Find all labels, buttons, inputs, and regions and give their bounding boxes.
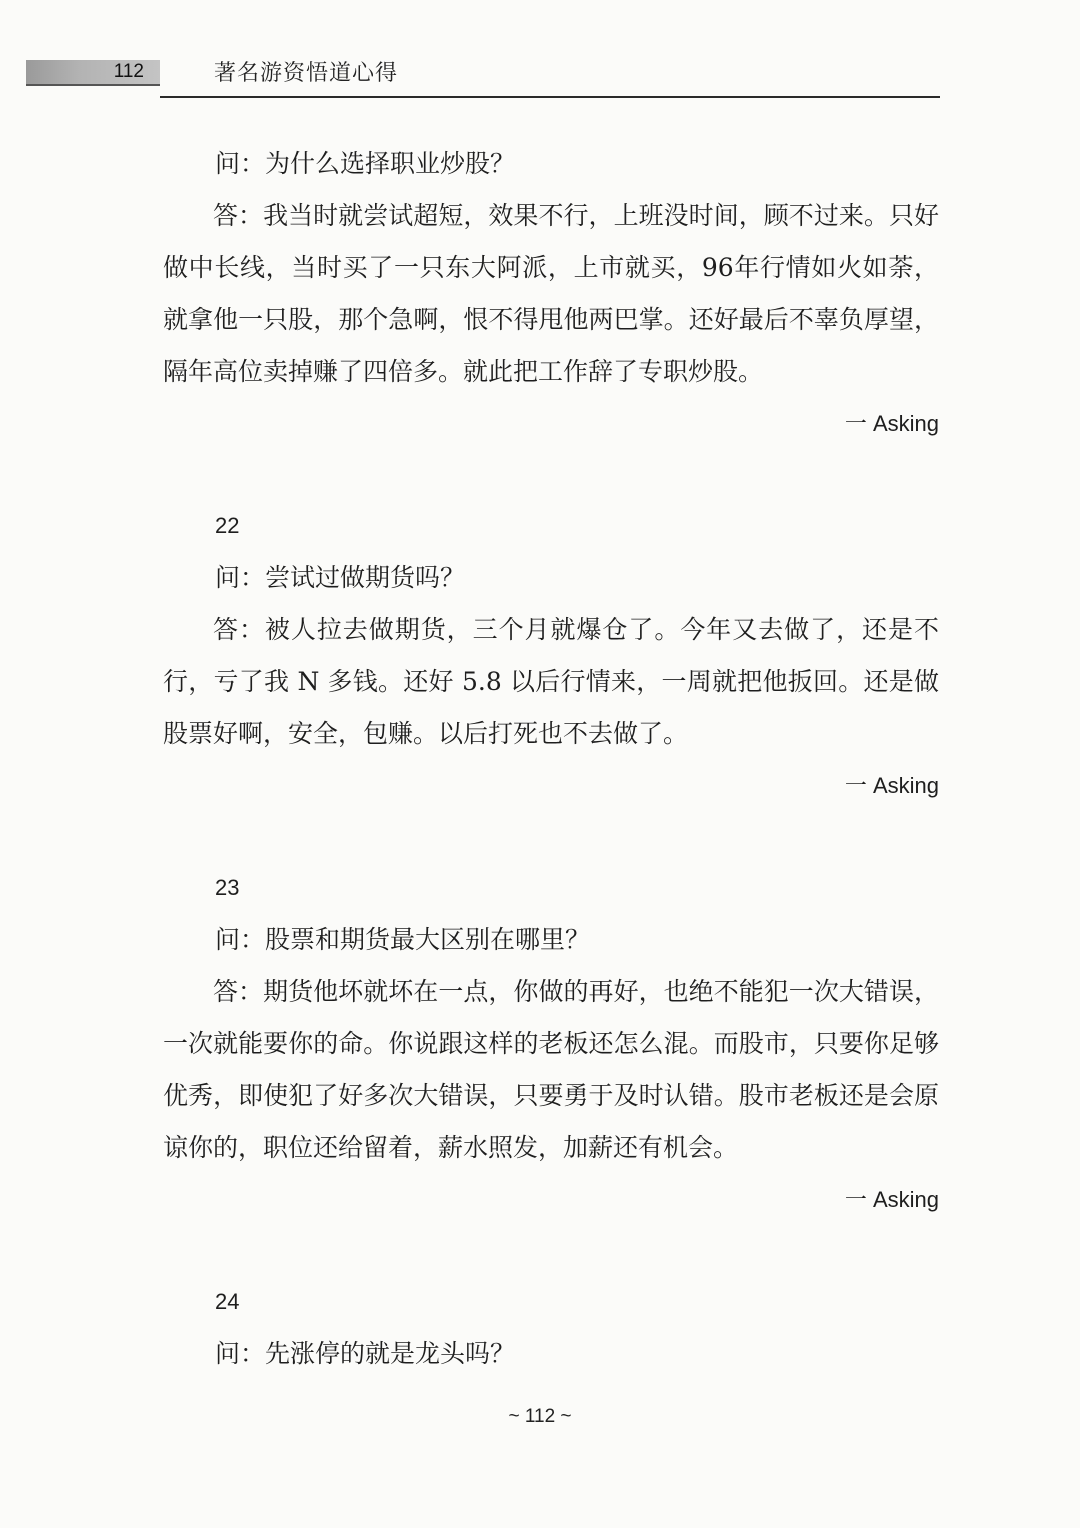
question: 问：股票和期货最大区别在哪里？ xyxy=(215,925,591,954)
book-title: 著名游资悟道心得 xyxy=(214,61,399,86)
page-body xyxy=(163,138,939,1380)
signature: 一 Asking xyxy=(844,773,939,798)
page-footer: ~ 112 ~ xyxy=(508,1406,572,1427)
answer: 答：期货他坏就坏在一点，你做的再好，也绝不能犯一次大错误，一次就能要你的命。你说跟这样的老板还怎么混。而股市，只要你足够优秀，即使犯了好多次大错误，只要勇于及时认错。股市老板还是会原谅你的，职位还给留着，薪水照发，加薪还有机会。 xyxy=(163,977,939,1162)
page-number-tab xyxy=(26,60,160,86)
answer: 答：我当时就尝试超短，效果不行，上班没时间，顾不过来。只好做中长线，当时买了一只东大阿派，上市就买，96年行情如火如荼，就拿他一只股，那个急啊，恨不得甩他两巴掌。还好最后不辜负厚望，隔年高位卖掉赚了四倍多。就此把工作辞了专职炒股。 xyxy=(163,201,939,386)
question: 问：尝试过做期货吗？ xyxy=(215,563,466,592)
entry-number: 24 xyxy=(215,1289,240,1314)
answer: 答：被人拉去做期货，三个月就爆仓了。今年又去做了，还是不行，亏了我 N 多钱。还好 5.8 以后行情来，一周就把他扳回。还是做股票好啊，安全，包赚。以后打死也不去做了。 xyxy=(163,615,939,748)
question: 问：为什么选择职业炒股？ xyxy=(215,149,516,178)
qa-entry xyxy=(163,1276,939,1380)
entry-number: 22 xyxy=(215,513,240,538)
header-rule xyxy=(160,96,940,98)
entry-number: 23 xyxy=(215,875,240,900)
question: 问：先涨停的就是龙头吗？ xyxy=(215,1339,516,1368)
entry-gap xyxy=(163,1226,939,1276)
page-number: 112 xyxy=(113,61,144,82)
signature: 一 Asking xyxy=(844,1187,939,1212)
entry-gap xyxy=(163,450,939,500)
entry-gap xyxy=(163,812,939,862)
signature: 一 Asking xyxy=(844,411,939,436)
qa-entry xyxy=(163,862,939,1226)
qa-entry xyxy=(163,500,939,812)
qa-entry xyxy=(163,138,939,450)
